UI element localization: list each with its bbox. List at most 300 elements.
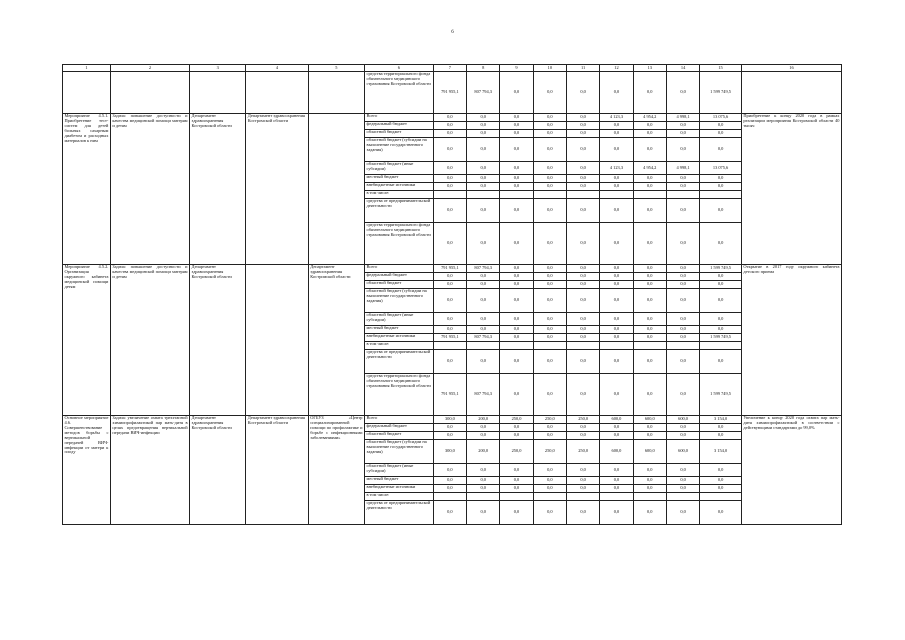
value-cell: 0,0 xyxy=(633,313,666,326)
column-header: 13 xyxy=(633,65,666,72)
value-cell: 0,0 xyxy=(566,432,599,440)
value-cell: 0,0 xyxy=(666,199,699,223)
value-cell: 0,0 xyxy=(566,313,599,326)
expected-result: Увеличение к концу 2020 года охвата пар мать-дитя химиопрофилактикой в соответствии с действующими стандартами до 99,0% xyxy=(741,416,841,525)
value-cell: 0,0 xyxy=(433,281,466,289)
value-cell: 0,0 xyxy=(433,162,466,175)
value-cell: 0,0 xyxy=(500,72,533,114)
value-cell: 0,0 xyxy=(467,281,500,289)
value-cell: 0,0 xyxy=(500,138,533,162)
value-cell: 0,0 xyxy=(666,130,699,138)
value-cell: 0,0 xyxy=(700,485,742,493)
value-cell: 0,0 xyxy=(666,464,699,477)
value-cell: 0,0 xyxy=(666,350,699,374)
activity-name: Основное мероприятие 4.6. Совершенствование методов борьбы с вертикальной передачей ВИЧ-инфекции от матери к плоду xyxy=(63,416,111,525)
value-cell: 0,0 xyxy=(566,326,599,334)
empty-cell xyxy=(741,72,841,114)
value-cell: 0,0 xyxy=(633,273,666,281)
value-cell: 600,0 xyxy=(600,416,633,424)
value-cell: 0,0 xyxy=(600,122,633,130)
funding-source-label: федеральный бюджет xyxy=(365,273,434,281)
value-cell: 0,0 xyxy=(633,477,666,485)
value-cell: 3 154,0 xyxy=(700,416,742,424)
table-row xyxy=(63,72,842,114)
value-cell: 791 955,1 xyxy=(433,334,466,342)
value-cell: 0,0 xyxy=(433,130,466,138)
value-cell: 0,0 xyxy=(566,162,599,175)
value-cell: 0,0 xyxy=(500,199,533,223)
funding-source-label: Всего xyxy=(365,416,434,424)
empty-cell xyxy=(308,72,364,114)
funding-source-label: средства территориального фонда обязательного медицинского страхования Костромской области xyxy=(365,72,434,114)
value-cell: 0,0 xyxy=(666,138,699,162)
value-cell xyxy=(666,493,699,501)
value-cell: 4 123,3 xyxy=(600,162,633,175)
value-cell: 0,0 xyxy=(533,424,566,432)
value-cell: 0,0 xyxy=(600,424,633,432)
funding-source-label: средства от предпринимательской деятельности xyxy=(365,501,434,525)
value-cell: 0,0 xyxy=(566,265,599,273)
value-cell: 0,0 xyxy=(633,223,666,265)
value-cell: 13 075,6 xyxy=(700,114,742,122)
value-cell: 0,0 xyxy=(600,374,633,416)
value-cell: 0,0 xyxy=(533,273,566,281)
value-cell: 0,0 xyxy=(500,424,533,432)
value-cell: 0,0 xyxy=(633,122,666,130)
value-cell: 0,0 xyxy=(467,162,500,175)
value-cell xyxy=(467,191,500,199)
value-cell: 1 599 749,5 xyxy=(700,72,742,114)
value-cell: 0,0 xyxy=(666,374,699,416)
coexecutor xyxy=(246,265,308,416)
value-cell xyxy=(633,191,666,199)
value-cell: 0,0 xyxy=(533,313,566,326)
value-cell xyxy=(533,191,566,199)
value-cell: 0,0 xyxy=(566,130,599,138)
value-cell: 807 794,3 xyxy=(467,374,500,416)
value-cell: 0,0 xyxy=(566,273,599,281)
empty-cell xyxy=(110,72,189,114)
value-cell: 0,0 xyxy=(666,281,699,289)
value-cell: 0,0 xyxy=(467,183,500,191)
value-cell: 0,0 xyxy=(467,130,500,138)
value-cell: 0,0 xyxy=(533,223,566,265)
value-cell: 0,0 xyxy=(433,199,466,223)
value-cell: 0,0 xyxy=(700,130,742,138)
value-cell: 3 154,0 xyxy=(700,440,742,464)
value-cell: 250,0 xyxy=(566,440,599,464)
value-cell: 0,0 xyxy=(666,477,699,485)
funding-source-label: областной бюджет xyxy=(365,432,434,440)
responsible-executor: Департамент здравоохранения Костромской области xyxy=(190,114,246,265)
funding-source-label: областной бюджет (субсидии на выполнение государственного задания) xyxy=(365,440,434,464)
value-cell: 0,0 xyxy=(566,334,599,342)
value-cell: 0,0 xyxy=(500,122,533,130)
table-row xyxy=(63,265,842,273)
value-cell: 807 794,3 xyxy=(467,265,500,273)
empty-cell xyxy=(63,72,111,114)
funding-source-label: областной бюджет (субсидии на выполнение государственного задания) xyxy=(365,289,434,313)
value-cell: 0,0 xyxy=(533,162,566,175)
value-cell: 0,0 xyxy=(433,289,466,313)
value-cell xyxy=(600,342,633,350)
value-cell: 0,0 xyxy=(500,485,533,493)
value-cell xyxy=(700,342,742,350)
value-cell: 0,0 xyxy=(700,281,742,289)
value-cell: 807 794,3 xyxy=(467,72,500,114)
value-cell: 0,0 xyxy=(467,175,500,183)
value-cell: 0,0 xyxy=(533,464,566,477)
value-cell: 0,0 xyxy=(600,289,633,313)
value-cell: 0,0 xyxy=(633,289,666,313)
value-cell: 0,0 xyxy=(566,199,599,223)
value-cell: 0,0 xyxy=(633,265,666,273)
value-cell: 0,0 xyxy=(700,199,742,223)
value-cell: 0,0 xyxy=(700,175,742,183)
participant: Департамент здравоохранения Костромской области xyxy=(308,265,364,416)
value-cell: 0,0 xyxy=(533,281,566,289)
funding-source-label: областной бюджет (иные субсидии) xyxy=(365,313,434,326)
value-cell: 0,0 xyxy=(633,334,666,342)
value-cell: 0,0 xyxy=(666,223,699,265)
value-cell xyxy=(700,493,742,501)
funding-source-label: областной бюджет (субсидии на выполнение государственного задания) xyxy=(365,138,434,162)
value-cell: 0,0 xyxy=(533,350,566,374)
value-cell: 0,0 xyxy=(433,464,466,477)
value-cell: 0,0 xyxy=(467,485,500,493)
value-cell: 0,0 xyxy=(467,223,500,265)
value-cell: 0,0 xyxy=(467,501,500,525)
value-cell: 0,0 xyxy=(533,175,566,183)
value-cell: 0,0 xyxy=(500,289,533,313)
value-cell: 0,0 xyxy=(600,501,633,525)
value-cell: 0,0 xyxy=(467,289,500,313)
value-cell: 0,0 xyxy=(566,114,599,122)
value-cell xyxy=(600,493,633,501)
table-row xyxy=(63,114,842,122)
participant: ОГБУЗ «Центр специализированной помощи по профилактике и борьбе с инфекционными заболеваниями» xyxy=(308,416,364,525)
value-cell: 0,0 xyxy=(633,374,666,416)
value-cell: 0,0 xyxy=(633,464,666,477)
value-cell: 0,0 xyxy=(600,477,633,485)
value-cell: 0,0 xyxy=(700,273,742,281)
value-cell: 0,0 xyxy=(467,326,500,334)
value-cell xyxy=(666,191,699,199)
column-header: 11 xyxy=(566,65,599,72)
value-cell xyxy=(500,493,533,501)
value-cell: 600,0 xyxy=(633,416,666,424)
value-cell: 1 599 749,5 xyxy=(700,334,742,342)
value-cell: 0,0 xyxy=(666,265,699,273)
value-cell xyxy=(566,191,599,199)
value-cell: 250,0 xyxy=(500,440,533,464)
expected-result: Открытие в 2017 году окружного кабинета детского приема xyxy=(741,265,841,416)
value-cell: 0,0 xyxy=(666,326,699,334)
value-cell: 791 955,1 xyxy=(433,72,466,114)
value-cell: 0,0 xyxy=(433,122,466,130)
value-cell: 0,0 xyxy=(600,334,633,342)
value-cell: 0,0 xyxy=(533,485,566,493)
value-cell: 0,0 xyxy=(633,183,666,191)
value-cell: 0,0 xyxy=(633,281,666,289)
value-cell: 0,0 xyxy=(700,424,742,432)
value-cell xyxy=(700,191,742,199)
value-cell: 0,0 xyxy=(666,273,699,281)
value-cell: 0,0 xyxy=(500,175,533,183)
coexecutor: Департамент здравоохранения Костромской области xyxy=(246,114,308,265)
value-cell xyxy=(433,493,466,501)
value-cell: 0,0 xyxy=(666,289,699,313)
value-cell: 0,0 xyxy=(633,199,666,223)
value-cell xyxy=(566,342,599,350)
value-cell: 0,0 xyxy=(666,432,699,440)
value-cell: 0,0 xyxy=(467,138,500,162)
column-header: 8 xyxy=(467,65,500,72)
value-cell: 0,0 xyxy=(433,350,466,374)
funding-source-label: федеральный бюджет xyxy=(365,424,434,432)
value-cell: 0,0 xyxy=(566,289,599,313)
value-cell: 0,0 xyxy=(433,326,466,334)
value-cell: 0,0 xyxy=(433,223,466,265)
funding-source-label: областной бюджет xyxy=(365,281,434,289)
value-cell: 0,0 xyxy=(633,138,666,162)
column-header: 15 xyxy=(700,65,742,72)
column-header: 7 xyxy=(433,65,466,72)
funding-source-label: в том числе: xyxy=(365,191,434,199)
value-cell: 0,0 xyxy=(600,432,633,440)
column-header: 2 xyxy=(110,65,189,72)
value-cell: 0,0 xyxy=(666,183,699,191)
activity-name: Мероприятие 4.5.2. Организация окружного кабинета медицинской помощи детям xyxy=(63,265,111,416)
value-cell: 0,0 xyxy=(433,485,466,493)
value-cell: 1 599 749,5 xyxy=(700,265,742,273)
value-cell: 0,0 xyxy=(600,326,633,334)
value-cell: 600,0 xyxy=(666,416,699,424)
value-cell: 0,0 xyxy=(533,122,566,130)
value-cell: 300,0 xyxy=(433,416,466,424)
funding-source-label: в том числе: xyxy=(365,342,434,350)
value-cell: 300,0 xyxy=(433,440,466,464)
column-header: 9 xyxy=(500,65,533,72)
value-cell: 250,0 xyxy=(566,416,599,424)
value-cell: 0,0 xyxy=(600,464,633,477)
funding-source-label: Всего xyxy=(365,114,434,122)
value-cell: 0,0 xyxy=(700,501,742,525)
value-cell: 0,0 xyxy=(533,334,566,342)
value-cell: 4 954,2 xyxy=(633,162,666,175)
value-cell xyxy=(633,342,666,350)
value-cell: 0,0 xyxy=(500,114,533,122)
funding-source-label: средства от предпринимательской деятельности xyxy=(365,199,434,223)
funding-source-label: внебюджетные источники xyxy=(365,485,434,493)
column-header: 3 xyxy=(190,65,246,72)
value-cell: 0,0 xyxy=(633,130,666,138)
value-cell: 0,0 xyxy=(433,273,466,281)
value-cell: 600,0 xyxy=(600,440,633,464)
value-cell: 250,0 xyxy=(500,416,533,424)
value-cell: 0,0 xyxy=(533,114,566,122)
value-cell: 0,0 xyxy=(700,183,742,191)
column-header: 4 xyxy=(246,65,308,72)
value-cell: 0,0 xyxy=(533,501,566,525)
value-cell: 0,0 xyxy=(633,326,666,334)
value-cell: 0,0 xyxy=(600,223,633,265)
table-row xyxy=(63,416,842,424)
funding-source-label: федеральный бюджет xyxy=(365,122,434,130)
column-header: 16 xyxy=(741,65,841,72)
participant xyxy=(308,114,364,265)
value-cell: 0,0 xyxy=(533,289,566,313)
value-cell: 4 998,1 xyxy=(666,114,699,122)
value-cell: 0,0 xyxy=(566,72,599,114)
value-cell: 0,0 xyxy=(633,350,666,374)
value-cell: 0,0 xyxy=(600,273,633,281)
value-cell: 0,0 xyxy=(500,281,533,289)
value-cell: 807 794,3 xyxy=(467,334,500,342)
value-cell: 0,0 xyxy=(666,485,699,493)
value-cell: 0,0 xyxy=(500,477,533,485)
responsible-executor: Департамент здравоохранения Костромской области xyxy=(190,416,246,525)
value-cell: 0,0 xyxy=(433,175,466,183)
value-cell: 0,0 xyxy=(533,183,566,191)
value-cell: 4 954,2 xyxy=(633,114,666,122)
value-cell: 0,0 xyxy=(533,326,566,334)
value-cell: 791 955,1 xyxy=(433,374,466,416)
value-cell: 0,0 xyxy=(500,265,533,273)
value-cell: 0,0 xyxy=(500,326,533,334)
funding-source-label: внебюджетные источники xyxy=(365,334,434,342)
value-cell: 0,0 xyxy=(433,477,466,485)
value-cell: 0,0 xyxy=(633,432,666,440)
value-cell: 0,0 xyxy=(566,183,599,191)
value-cell: 0,0 xyxy=(633,72,666,114)
value-cell: 791 955,1 xyxy=(433,265,466,273)
value-cell xyxy=(467,493,500,501)
value-cell: 0,0 xyxy=(433,313,466,326)
value-cell: 0,0 xyxy=(433,432,466,440)
activity-name: Мероприятие 4.5.1. Приобретение тест-систем для детей больных сахарным диабетом и расходных материалов к ним xyxy=(63,114,111,265)
funding-source-label: местный бюджет xyxy=(365,477,434,485)
value-cell: 250,0 xyxy=(533,440,566,464)
value-cell: 0,0 xyxy=(666,72,699,114)
value-cell: 0,0 xyxy=(467,477,500,485)
value-cell: 0,0 xyxy=(533,130,566,138)
value-cell: 200,0 xyxy=(467,416,500,424)
value-cell: 0,0 xyxy=(500,464,533,477)
value-cell: 200,0 xyxy=(467,440,500,464)
value-cell: 0,0 xyxy=(566,223,599,265)
value-cell: 0,0 xyxy=(500,313,533,326)
value-cell: 0,0 xyxy=(433,501,466,525)
task-description: Задача: увеличение охвата трехэтапной химиопрофилактикой пар мать-дитя в целях предотвращения вертикальной передачи ВИЧ-инфекции xyxy=(110,416,189,525)
value-cell: 0,0 xyxy=(500,374,533,416)
funding-source-label: средства территориального фонда обязательного медицинского страхования Костромской области xyxy=(365,374,434,416)
task-description: Задача: повышение доступности и качества медицинской помощи матерям и детям xyxy=(110,265,189,416)
value-cell: 0,0 xyxy=(533,199,566,223)
value-cell xyxy=(433,191,466,199)
value-cell: 0,0 xyxy=(467,350,500,374)
value-cell: 600,0 xyxy=(633,440,666,464)
program-table xyxy=(62,64,842,525)
value-cell: 0,0 xyxy=(467,122,500,130)
value-cell: 0,0 xyxy=(600,199,633,223)
value-cell: 13 075,6 xyxy=(700,162,742,175)
value-cell: 0,0 xyxy=(633,485,666,493)
funding-source-label: местный бюджет xyxy=(365,326,434,334)
value-cell: 0,0 xyxy=(633,424,666,432)
value-cell: 0,0 xyxy=(600,183,633,191)
value-cell: 0,0 xyxy=(700,464,742,477)
value-cell: 0,0 xyxy=(666,334,699,342)
value-cell xyxy=(533,493,566,501)
value-cell xyxy=(467,342,500,350)
funding-source-label: средства территориального фонда обязательного медицинского страхования Костромской области xyxy=(365,223,434,265)
value-cell: 0,0 xyxy=(433,114,466,122)
value-cell: 0,0 xyxy=(600,138,633,162)
column-header: 12 xyxy=(600,65,633,72)
value-cell: 0,0 xyxy=(433,138,466,162)
value-cell: 600,0 xyxy=(666,440,699,464)
value-cell: 0,0 xyxy=(700,223,742,265)
value-cell: 0,0 xyxy=(500,334,533,342)
value-cell: 0,0 xyxy=(566,350,599,374)
value-cell: 0,0 xyxy=(467,313,500,326)
value-cell: 0,0 xyxy=(467,273,500,281)
value-cell xyxy=(533,342,566,350)
value-cell: 1 599 749,5 xyxy=(700,374,742,416)
column-header: 6 xyxy=(365,65,434,72)
value-cell: 0,0 xyxy=(600,350,633,374)
funding-source-label: областной бюджет (иные субсидии) xyxy=(365,162,434,175)
value-cell: 250,0 xyxy=(533,416,566,424)
value-cell: 0,0 xyxy=(566,464,599,477)
value-cell: 0,0 xyxy=(666,313,699,326)
value-cell: 0,0 xyxy=(700,326,742,334)
value-cell xyxy=(600,191,633,199)
value-cell xyxy=(566,493,599,501)
funding-source-label: областной бюджет (иные субсидии) xyxy=(365,464,434,477)
value-cell: 0,0 xyxy=(600,313,633,326)
value-cell: 0,0 xyxy=(700,350,742,374)
task-description: Задача: повышение доступности и качества медицинской помощи матерям и детям xyxy=(110,114,189,265)
value-cell: 0,0 xyxy=(566,374,599,416)
value-cell: 0,0 xyxy=(666,501,699,525)
value-cell: 0,0 xyxy=(500,183,533,191)
funding-source-label: местный бюджет xyxy=(365,175,434,183)
value-cell: 0,0 xyxy=(533,72,566,114)
value-cell xyxy=(633,493,666,501)
funding-source-label: средства от предпринимательской деятельности xyxy=(365,350,434,374)
header-row xyxy=(63,65,842,72)
value-cell: 0,0 xyxy=(700,432,742,440)
empty-cell xyxy=(190,72,246,114)
value-cell: 0,0 xyxy=(533,265,566,273)
value-cell: 0,0 xyxy=(566,281,599,289)
funding-source-label: областной бюджет xyxy=(365,130,434,138)
funding-source-label: внебюджетные источники xyxy=(365,183,434,191)
value-cell: 0,0 xyxy=(700,138,742,162)
value-cell: 0,0 xyxy=(500,501,533,525)
coexecutor: Департамент здравоохранения Костромской области xyxy=(246,416,308,525)
value-cell: 4 998,1 xyxy=(666,162,699,175)
value-cell: 0,0 xyxy=(700,122,742,130)
value-cell xyxy=(500,342,533,350)
value-cell: 0,0 xyxy=(566,122,599,130)
page-number: 6 xyxy=(451,30,454,35)
column-header: 5 xyxy=(308,65,364,72)
value-cell: 0,0 xyxy=(633,501,666,525)
value-cell: 0,0 xyxy=(600,72,633,114)
